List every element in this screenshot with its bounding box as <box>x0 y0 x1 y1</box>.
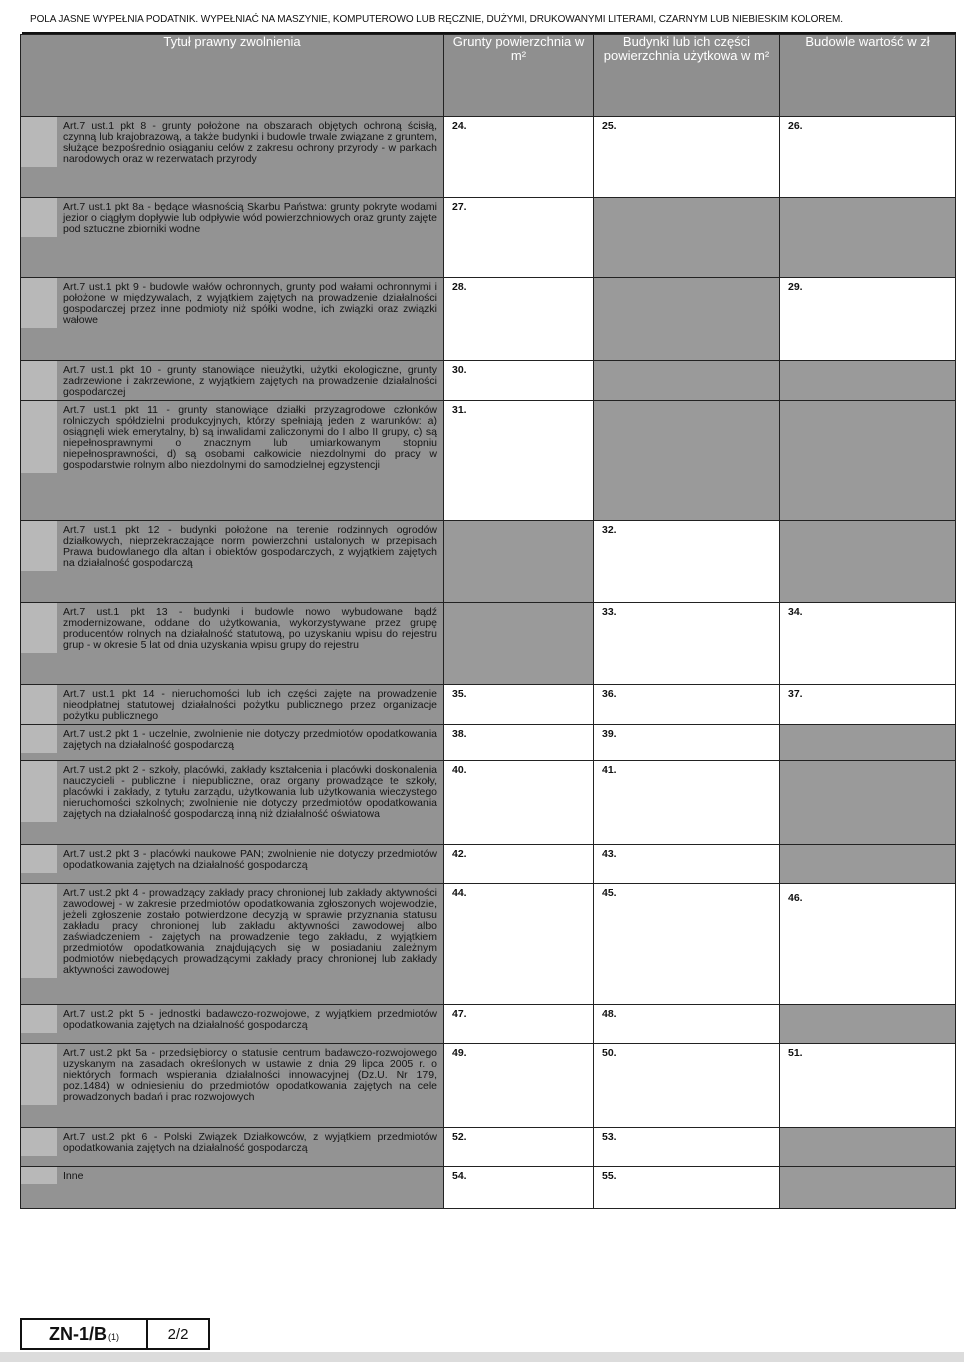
table-row <box>21 761 956 845</box>
field-number: 24. <box>452 120 467 132</box>
field-number: 48. <box>602 1008 617 1020</box>
row-title: Art.7 ust.2 pkt 6 - Polski Związek Działkowców, z wyjątkiem przedmiotów opodatkowania zajętych na działalność gospodarczą <box>63 1131 437 1154</box>
field-number: 47. <box>452 1008 467 1020</box>
disabled-cell <box>780 1005 956 1044</box>
table-row <box>21 401 956 521</box>
disabled-cell <box>780 198 956 278</box>
row-title: Art.7 ust.2 pkt 2 - szkoły, placówki, zakłady kształcenia i placówki doskonalenia nauczycieli - publiczne i niepubliczne, oraz organy prowadzące te szkoły, placówki i zakłady, z tytułu zarządu, użytkowania lub użytkowania wieczystego nieruchomości szkolnych; zwolnienie nie dotyczy przedmiotów opodatkowania zajętych na działalność gospodarczą inną niż działalność oświatowa <box>63 764 437 820</box>
table-row <box>21 1128 956 1167</box>
field-number: 54. <box>452 1170 467 1182</box>
disabled-cell <box>780 401 956 521</box>
row-title: Art.7 ust.1 pkt 14 - nieruchomości lub ich części zajęte na prowadzenie nieodpłatnej statutowej działalności pożytku publicznego przez organizacje pożytku publicznego <box>63 688 437 722</box>
disabled-cell <box>444 603 594 685</box>
field-number: 42. <box>452 848 467 860</box>
exemption-table <box>20 34 956 1209</box>
row-title: Art.7 ust.1 pkt 8 - grunty położone na obszarach objętych ochroną ścisłą, czynną lub krajobrazową, a także budynki i budowle trwale związane z gruntem, służące bezpośrednio osiąganiu celów z zakresu ochrony przyrody - w parkach narodowych oraz w rezerwatach przyrody <box>63 120 437 165</box>
field-number: 34. <box>788 606 803 618</box>
row-title: Art.7 ust.2 pkt 1 - uczelnie, zwolnienie nie dotyczy przedmiotów opodatkowania zajętych na działalność gospodarczą <box>63 728 437 751</box>
field-number: 52. <box>452 1131 467 1143</box>
field-number: 26. <box>788 120 803 132</box>
disabled-cell <box>780 845 956 884</box>
field-number: 43. <box>602 848 617 860</box>
table-row <box>21 1044 956 1128</box>
row-title: Art.7 ust.1 pkt 12 - budynki położone na terenie rodzinnych ogrodów działkowych, nieprzekraczające norm powierzchni ustalonych w przepisach Prawa budowlanego dla altan i obiektów gospodarczych, z wyjątkiem zajętych na działalność gospodarczą <box>63 524 437 569</box>
row-title: Art.7 ust.1 pkt 13 - budynki i budowle nowo wybudowane bądź zmodernizowane, oddane do użytkowania, wykorzystywane przez grupę producentów rolnych na działalność statutową, po uzyskaniu wpisu do rejestru grup - w okresie 5 lat od dnia uzyskania wpisu grupy do rejestru <box>63 606 437 651</box>
row-title: Art.7 ust.1 pkt 10 - grunty stanowiące nieużytki, użytki ekologiczne, grunty zadrzewione i zakrzewione, z wyjątkiem zajętych na prowadzenie działalności gospodarczej <box>63 364 437 398</box>
field-number: 53. <box>602 1131 617 1143</box>
row-title: Art.7 ust.2 pkt 5 - jednostki badawczo-rozwojowe, z wyjątkiem przedmiotów opodatkowania zajętych na działalność gospodarczą <box>63 1008 437 1031</box>
header-title: Tytuł prawny zwolnienia <box>21 35 444 117</box>
disabled-cell <box>594 401 780 521</box>
field-number: 46. <box>788 892 803 904</box>
form-code <box>22 1320 148 1348</box>
table-row <box>21 1005 956 1044</box>
table-row <box>21 685 956 725</box>
table-row <box>21 361 956 401</box>
table-row <box>21 845 956 884</box>
header-budowle: Budowle wartość w zł <box>780 35 956 117</box>
field-number: 39. <box>602 728 617 740</box>
table-row <box>21 884 956 1005</box>
field-number: 35. <box>452 688 467 700</box>
table-row <box>21 117 956 198</box>
table-row <box>21 278 956 361</box>
form-code-label: ZN-1/B <box>49 1323 107 1344</box>
table-header-row <box>21 35 956 117</box>
field-number: 55. <box>602 1170 617 1182</box>
disabled-cell <box>780 761 956 845</box>
scan-edge <box>0 1352 964 1362</box>
row-title: Art.7 ust.1 pkt 11 - grunty stanowiące działki przyzagrodowe członków rolniczych spółdzielni produkcyjnych, którzy spełniają jeden z warunków: a) osiągnęli wiek emerytalny, b) są inwalidami zaliczonymi do I albo II grupy, c) są niepełnosprawnymi o znacznym lub umiarkowanym stopniu niepełnosprawności, d) są osobami całkowicie niezdolnymi do pracy w gospodarstwie rolnym albo niezdolnymi do samodzielnej egzystencji <box>63 404 437 471</box>
table-row <box>21 1167 956 1209</box>
field-number: 41. <box>602 764 617 776</box>
header-grunty: Grunty powierzchnia w m² <box>444 35 594 117</box>
field-number: 28. <box>452 281 467 293</box>
disabled-cell <box>444 521 594 603</box>
row-title: Art.7 ust.1 pkt 8a - będące własnością Skarbu Państwa: grunty pokryte wodami jezior o ciągłym dopływie lub odpływie wód powierzchniowych oraz grunty zajęte pod sztuczne zbiorniki wodne <box>63 201 437 235</box>
row-title: Art.7 ust.2 pkt 5a - przedsiębiorcy o statusie centrum badawczo-rozwojowego uzyskanym na zasadach określonych w ustawie z dnia 29 lipca 2005 r. o niektórych formach wspierania działalności innowacyjnej (Dz.U. Nr 179, poz.1484) w odniesieniu do przedmiotów opodatkowania zajętych na cele prowadzonych badań i prac rozwojowych <box>63 1047 437 1103</box>
field-number: 49. <box>452 1047 467 1059</box>
field-number: 45. <box>602 887 617 899</box>
disabled-cell <box>594 198 780 278</box>
field-number: 33. <box>602 606 617 618</box>
field-number: 29. <box>788 281 803 293</box>
field-number: 31. <box>452 404 467 416</box>
field-number: 38. <box>452 728 467 740</box>
table-row <box>21 198 956 278</box>
row-title: Inne <box>63 1170 84 1182</box>
row-title: Art.7 ust.1 pkt 9 - budowle wałów ochronnych, grunty pod wałami ochronnymi i położone w międzywalach, z wyjątkiem zajętych na prowadzenie działalności gospodarczej przez inne podmioty niż spółki wodne, ich związki oraz związki wałowe <box>63 281 437 326</box>
field-number: 30. <box>452 364 467 376</box>
form-code-sub: (1) <box>108 1332 119 1342</box>
disabled-cell <box>780 1128 956 1167</box>
disabled-cell <box>780 361 956 401</box>
field-number: 51. <box>788 1047 803 1059</box>
table-row <box>21 521 956 603</box>
disabled-cell <box>780 521 956 603</box>
form-instruction-note: POLA JASNE WYPEŁNIA PODATNIK. WYPEŁNIAĆ NA MASZYNIE, KOMPUTEROWO LUB RĘCZNIE, DUŻYMI, DRUKOWANYMI LITERAMI, CZARNYM LUB NIEBIESKIM KOLOREM. <box>30 14 843 25</box>
field-number: 32. <box>602 524 617 536</box>
row-title: Art.7 ust.2 pkt 4 - prowadzący zakłady pracy chronionej lub zakłady aktywności zawodowej - w zakresie przedmiotów opodatkowania zgłoszonych wojewodzie, jeżeli zgłoszenie zostało potwierdzone decyzją w sprawie przyznania statusu zakładu pracy chronionej lub zakładu aktywności zawodowej albo zaświadczeniem - zajętych na prowadzenie tego zakładu, z wyjątkiem przedmiotów opodatkowania znajdujących się w posiadaniu zależnym podmiotów niebędących prowadzącymi zakłady pracy chronionej lub zakłady aktywności zawodowej <box>63 887 437 976</box>
page-number: 2/2 <box>167 1325 189 1343</box>
field-number: 36. <box>602 688 617 700</box>
table-row <box>21 725 956 761</box>
field-number: 50. <box>602 1047 617 1059</box>
form-footer <box>20 1318 210 1350</box>
row-title: Art.7 ust.2 pkt 3 - placówki naukowe PAN; zwolnienie nie dotyczy przedmiotów opodatkowania zajętych na działalność gospodarczą <box>63 848 437 871</box>
disabled-cell <box>594 278 780 361</box>
disabled-cell <box>594 361 780 401</box>
disabled-cell <box>780 725 956 761</box>
field-number: 37. <box>788 688 803 700</box>
disabled-cell <box>780 1167 956 1209</box>
table-row <box>21 603 956 685</box>
field-number: 25. <box>602 120 617 132</box>
field-number: 27. <box>452 201 467 213</box>
field-number: 40. <box>452 764 467 776</box>
header-budynki: Budynki lub ich części powierzchnia użytkowa w m² <box>594 35 780 117</box>
field-number: 44. <box>452 887 467 899</box>
